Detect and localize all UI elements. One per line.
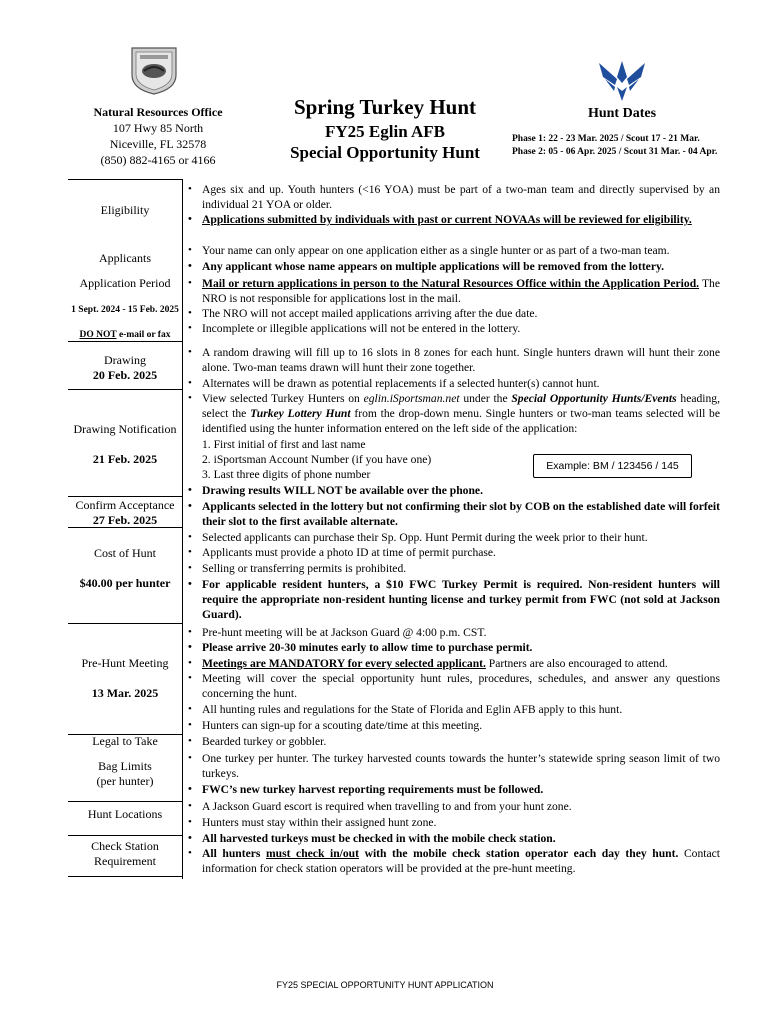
label-hunt-locations: Hunt Locations [87,807,163,821]
notif-text-a: View selected Turkey Hunters on [202,392,364,405]
office-phone: (850) 882-4165 or 4166 [100,153,216,167]
rule-prehunt-location: • Pre-hunt meeting will be at Jackson Guard @ 4:00 p.m. CST. [202,625,720,640]
label-cost-of-hunt: Cost of Hunt [93,546,156,560]
check-daily-underline: must check in/out [266,847,359,860]
row-divider [68,623,182,624]
rule-cost-fwc-permit: • For applicable resident hunters, a $10 FWC Turkey Permit is required. Non-resident hunters will require the appropriate non-resident hunting license and turkey permit from FWC (not sold at Jackson Guard). [202,577,720,623]
row-divider [68,835,182,836]
rule-check-harvested: • All harvested turkeys must be checked in with the mobile check station. [202,831,720,846]
rule-prehunt-arrive: • Please arrive 20-30 minutes early to allow time to purchase permit. [202,640,720,655]
rule-eligibility-age: • Ages six and up. Youth hunters (<16 YOA) must be part of a two-man team and directly supervised by an individual 21 YOA or older. [202,182,720,212]
notif-list-item-1: 1. First initial of first and last name [202,438,366,451]
rule-prehunt-mandatory [202,656,720,671]
notif-text-b: under the [459,392,512,405]
air-force-wings-logo-icon [597,57,647,103]
do-not-email-fax [68,328,182,343]
office-name: Natural Resources Office [93,105,223,119]
example-box: Example: BM / 123456 / 145 [533,454,692,478]
label-application-period: Application Period [79,276,171,290]
rule-notification-view [202,391,720,437]
footer-text: FY25 SPECIAL OPPORTUNITY HUNT APPLICATION [276,980,494,990]
row-divider [68,179,182,180]
page-subtitle: FY25 Eglin AFB [325,122,445,141]
page-title: Spring Turkey Hunt [293,95,477,119]
label-drawing: Drawing [104,353,146,367]
rule-eligibility-novaa: • Applications submitted by individuals with past or current NOVAAs will be reviewed for eligibility. [202,212,720,227]
drawing-notification-date: 21 Feb. 2025 [92,452,158,466]
rule-notification-phone: • Drawing results WILL NOT be available over the phone. [202,483,720,498]
rule-location-stay: • Hunters must stay within their assigned hunt zone. [202,815,720,830]
period-mail-rest: The NRO is not responsible for applications lost in the mail. [202,277,721,306]
label-drawing-notification: Drawing Notification [73,422,177,436]
office-address [80,104,236,168]
label-check-station-sub: Requirement [94,854,156,868]
rule-prehunt-scouting: • Hunters can sign-up for a scouting date/time at this meeting. [202,718,720,733]
cost-value: $40.00 per hunter [79,576,171,590]
office-address-line1: 107 Hwy 85 North [112,121,204,135]
application-period-dates: 1 Sept. 2024 - 15 Feb. 2025 [71,305,179,315]
label-applicants: Applicants [99,251,151,265]
row-divider [68,801,182,802]
rules-table [68,179,720,879]
rule-prehunt-cover: • Meeting will cover the special opportunity hunt rules, procedures, schedules, and answer any questions concerning the hunt. [202,671,720,701]
rule-period-illegible: • Incomplete or illegible applications will not be entered in the lottery. [202,321,720,336]
drawing-date: 20 Feb. 2025 [92,368,158,382]
rule-check-daily [202,846,720,876]
notif-text-d: from the drop-down menu. Single hunters or two-man teams selected will be identified using the hunter information entered on the left side of the application: [202,407,720,436]
column-divider [182,179,183,879]
notif-text-c: heading, select the [202,392,721,421]
isportsman-link[interactable]: eglin.iSportsman.net [363,392,460,405]
prehunt-date: 13 Mar. 2025 [91,686,159,700]
rule-applicants-one-application: • Your name can only appear on one application either as a single hunter or as part of a two-man team. [202,243,720,258]
rule-applicants-multiple: • Any applicant whose name appears on multiple applications will be removed from the lottery. [202,259,720,274]
row-divider [68,389,182,390]
row-divider [68,496,182,497]
label-confirm-acceptance: Confirm Acceptance [75,498,175,512]
do-not-text: DO NOT [79,330,117,340]
rule-period-mail [202,276,720,306]
confirm-date: 27 Feb. 2025 [92,513,158,527]
notif-menu: Turkey Lottery Hunt [250,407,351,421]
period-mail-bold: Mail or return applications in person to the Natural Resources Office within the Application Period. [202,277,700,290]
office-address-line2: Niceville, FL 32578 [109,137,207,151]
rule-bag-one-turkey: • One turkey per hunter. The turkey harvested counts towards the hunter’s statewide spring season limit of two turkeys. [202,751,720,781]
label-prehunt-meeting: Pre-Hunt Meeting [81,656,169,670]
rule-drawing-alternates: • Alternates will be drawn as potential replacements if a selected hunter(s) cannot hunt. [202,376,720,391]
hunt-dates-title: Hunt Dates [587,106,657,121]
label-check-station: Check Station [91,839,159,853]
phase2-dates: Phase 2: 05 - 06 Apr. 2025 / Scout 31 Mar. - 04 Apr. [512,147,718,157]
label-legal-to-take: Legal to Take [92,734,158,748]
rule-prehunt-regulations: • All hunting rules and regulations for the State of Florida and Eglin AFB apply to this hunt. [202,702,720,717]
check-daily-b: with the mobile check station operator each day they hunt. [358,847,679,860]
page-subtitle-2: Special Opportunity Hunt [290,143,480,162]
notif-list-item-2: 2. iSportsman Account Number (if you have one) [202,453,432,466]
notif-list-item-3: 3. Last three digits of phone number [202,468,371,481]
label-bag-limits-sub: (per hunter) [96,774,154,788]
notif-heading: Special Opportunity Hunts/Events [511,392,677,405]
rule-drawing-slots: • A random drawing will fill up to 16 slots in 8 zones for each hunt. Single hunters drawn will hunt their zone alone. Two-man teams drawn will hunt their zone together. [202,345,720,375]
rule-bag-reporting: • FWC’s new turkey harvest reporting requirements must be followed. [202,782,720,797]
phase1-dates: Phase 1: 22 - 23 Mar. 2025 / Scout 17 - 21 Mar. [512,134,700,144]
row-divider [68,876,182,877]
label-eligibility: Eligibility [100,203,150,217]
rule-location-escort: • A Jackson Guard escort is required when travelling to and from your hunt zone. [202,799,720,814]
rule-cost-permit: • Selected applicants can purchase their Sp. Opp. Hunt Permit during the week prior to their hunt. [202,530,720,545]
rule-confirm-acceptance: • Applicants selected in the lottery but not confirming their slot by COB on the established date will forfeit their slot to the first available alternate. [202,499,720,529]
label-bag-limits: Bag Limits [98,759,152,773]
title-block [270,93,500,163]
rule-period-late: • The NRO will not accept mailed applications arriving after the due date. [202,306,720,321]
prehunt-mandatory-bold: Meetings are MANDATORY for every selected applicant. [202,657,486,670]
rule-legal-to-take: • Bearded turkey or gobbler. [202,734,720,749]
rule-cost-selling: • Selling or transferring permits is prohibited. [202,561,720,576]
check-daily-a: All hunters [202,847,266,860]
natural-resources-badge-icon [128,45,180,95]
email-fax-text: e-mail or fax [116,330,171,340]
rule-cost-photo-id: • Applicants must provide a photo ID at time of permit purchase. [202,545,720,560]
prehunt-mandatory-rest: Partners are also encouraged to attend. [485,657,668,670]
check-daily-rest: Contact information for check station operators will be provided at the pre-hunt meeting. [202,847,721,876]
